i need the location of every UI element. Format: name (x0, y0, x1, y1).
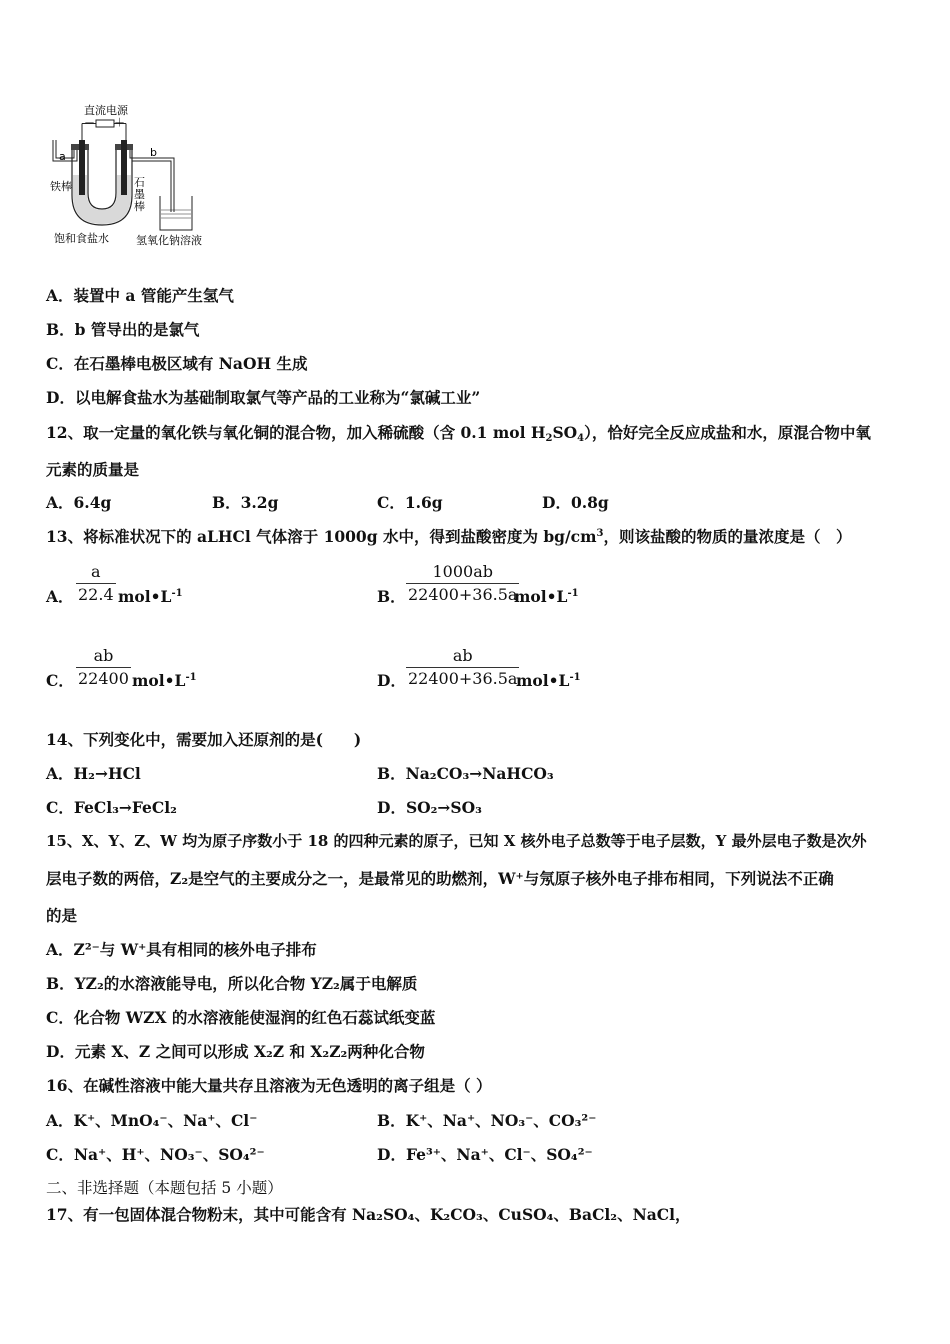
q16-option-c: C．Na⁺、H⁺、NO₃⁻、SO₄²⁻ (46, 1145, 265, 1164)
q17-stem: 17、有一包固体混合物粉末，其中可能含有 Na₂SO₄、K₂CO₃、CuSO₄、BaCl₂、NaCl， (46, 1205, 691, 1224)
q16-option-b: B．K⁺、Na⁺、NO₃⁻、CO₃²⁻ (377, 1111, 597, 1130)
q12-option-c: C．1.6g (377, 493, 443, 512)
power-source-label: 直流电源 (84, 104, 128, 117)
q14-stem: 14、下列变化中，需要加入还原剂的是( ) (46, 730, 362, 749)
q13-option-d-fraction (406, 647, 519, 687)
q13-option-a-denominator: 22.4 (78, 584, 114, 604)
q13-option-a-fraction (76, 563, 116, 603)
tube-a-label: a (59, 150, 66, 163)
q14-option-a: A．H₂→HCl (46, 764, 141, 783)
graphite-label-1: 石 (134, 176, 145, 189)
q15-stem-line1: 15、X、Y、Z、W 均为原子序数小于 18 的四种元素的原子，已知 X 核外电子总数等于电子层数，Y 最外层电子数是次外 (46, 832, 867, 850)
q13-option-c-fraction (76, 647, 131, 687)
q13-option-c-unit: $mol•L^{-1}$ (132, 671, 197, 690)
tube-b-label: b (150, 146, 157, 159)
q13-option-a-numerator: a (91, 562, 101, 581)
q12-option-b: B．3.2g (212, 493, 279, 512)
q15-option-b: B．YZ₂的水溶液能导电，所以化合物 YZ₂属于电解质 (46, 974, 418, 993)
q13-stem: 13、将标准状况下的 aLHCl 气体溶于 1000g 水中，得到盐酸密度为 $bg/cm^3$，则该盐酸的物质的量浓度是（ ） (46, 527, 852, 546)
graphite-label-3: 棒 (134, 200, 145, 213)
iron-rod (79, 140, 85, 195)
graphite-label-2: 墨 (134, 188, 145, 201)
q13-option-b-denominator: 22400+36.5a (408, 584, 518, 604)
q16-option-a: A．K⁺、MnO₄⁻、Na⁺、Cl⁻ (46, 1111, 258, 1130)
q13-option-a-label: A． (46, 587, 74, 606)
iron-rod-label: 铁棒 (50, 180, 72, 193)
q16-option-d: D．Fe³⁺、Na⁺、Cl⁻、SO₄²⁻ (377, 1145, 593, 1164)
q11-option-b: B．b 管导出的是氯气 (46, 320, 200, 339)
q14-option-c: C．FeCl₃→FeCl₂ (46, 798, 177, 817)
q12-stem-line1: 12、取一定量的氧化铁与氧化铜的混合物，加入稀硫酸（含 0.1 mol $H_2SO_4$），恰好完全反应成盐和水，原混合物中氧 (46, 423, 871, 444)
q12-option-d: D．0.8g (542, 493, 609, 512)
q13-option-b-label: B． (377, 587, 406, 606)
q13-option-c-numerator: ab (93, 646, 114, 665)
q13-option-b-numerator: 1000ab (432, 562, 493, 581)
graphite-rod (121, 140, 127, 195)
q13-option-c-denominator: 22400 (78, 668, 129, 688)
electrolysis-apparatus-drawing (44, 100, 224, 260)
q15-stem-line3: 的是 (46, 906, 78, 925)
plus-label: ＋ (114, 116, 125, 129)
q15-option-a: A．Z²⁻与 W⁺具有相同的核外电子排布 (46, 940, 317, 959)
electrolysis-diagram (44, 100, 224, 260)
section-2-title: 二、非选择题（本题包括 5 小题） (46, 1179, 283, 1197)
minus-label: － (84, 116, 95, 129)
q13-option-b-unit: $mol•L^{-1}$ (514, 587, 579, 606)
q12-stem-line2: 元素的质量是 (46, 460, 140, 479)
power-source-box (96, 120, 114, 127)
q15-option-c: C．化合物 WZX 的水溶液能使湿润的红色石蕊试纸变蓝 (46, 1008, 436, 1027)
q14-option-d: D．SO₂→SO₃ (377, 798, 482, 817)
brine-label: 饱和食盐水 (54, 232, 109, 245)
q13-option-c-label: C． (46, 671, 74, 690)
q11-option-d: D．以电解食盐水为基础制取氯气等产品的工业称为“氯碱工业” (46, 388, 481, 407)
q15-stem-line2: 层电子数的两倍，Z₂是空气的主要成分之一，是最常见的助燃剂，W⁺与氖原子核外电子排布相同，下列说法不正确 (46, 869, 834, 888)
q15-option-d: D．元素 X、Z 之间可以形成 X₂Z 和 X₂Z₂两种化合物 (46, 1042, 425, 1061)
q13-option-b-fraction (406, 563, 519, 603)
q13-option-d-denominator: 22400+36.5a (408, 668, 518, 688)
naoh-solution-label: 氢氧化钠溶液 (136, 234, 202, 247)
q11-option-a: A．装置中 a 管能产生氢气 (46, 286, 234, 305)
q11-option-c: C．在石墨棒电极区域有 NaOH 生成 (46, 354, 308, 373)
q16-stem: 16、在碱性溶液中能大量共存且溶液为无色透明的离子组是（ ） (46, 1076, 492, 1095)
q14-option-b: B．Na₂CO₃→NaHCO₃ (377, 764, 554, 783)
q12-option-a: A．6.4g (46, 493, 112, 512)
q13-option-d-numerator: ab (452, 646, 473, 665)
q13-option-d-label: D． (377, 671, 406, 690)
q13-option-d-unit: $mol•L^{-1}$ (516, 671, 581, 690)
q13-option-a-unit: $mol•L^{-1}$ (118, 587, 183, 606)
